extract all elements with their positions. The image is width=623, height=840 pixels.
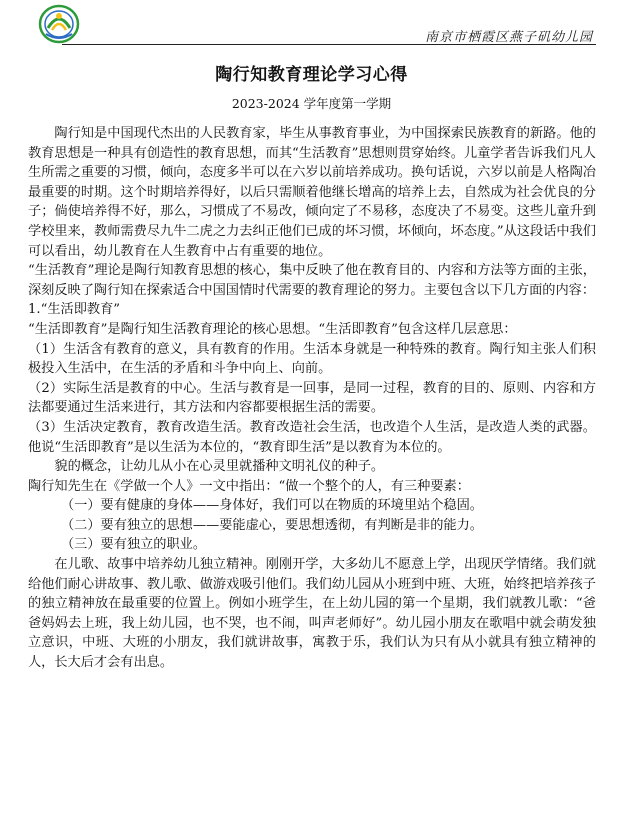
page-header	[0, 0, 623, 48]
document-body	[28, 124, 596, 673]
paragraph-definition: “生活即教育”是陶行知生活教育理论的核心思想。“生活即教育”包含这样几层意思：	[28, 321, 517, 337]
paragraph-etiquette: 貌的概念，让幼儿从小在心灵里就播种文明礼仪的种子。	[54, 459, 385, 475]
paragraph-quote: 陶行知先生在《学做一个人》一文中指出：“做一个整个的人，有三种要素：	[28, 478, 470, 494]
document-subtitle: 2023-2024 学年度第一学期	[231, 96, 392, 111]
list-item-2: （2）实际生活是教育的中心。生活与教育是一回事，是同一过程，教育的目的、原则、内容和方法都要通过生活来进行，其方法和内容都要根据生活的需要。	[28, 380, 596, 416]
kindergarten-logo-icon	[38, 4, 80, 44]
header-divider	[62, 44, 596, 45]
element-item-2: （二）要有独立的思想——要能虚心，要思想透彻，有判断是非的能力。	[61, 517, 483, 533]
paragraph-intro: 陶行知是中国现代杰出的人民教育家，毕生从事教育事业，为中国探索民族教育的新路。他的教育思想是一种具有创造性的教育思想，而其“生活教育”思想则贯穿始终。儿童学者告诉我们凡人生所需之重要的习惯，倾向，态度多半可以在六岁以前培养成功。换句话说，六岁以前是人格陶冶最重要的时期。这个时期培养得好，以后只需顺着他继长增高的培养上去，自然成为社会优良的分子；倘使培养得不好，那么，习惯成了不易改，倾向定了不易移，态度决了不易变。这些儿童升到学校里来，教师需费尽九牛二虎之力去纠正他们已成的坏习惯，坏倾向，坏态度。”从这段话中我们可以看出，幼儿教育在人生教育中占有重要的地位。	[28, 126, 596, 259]
school-name: 南京市栖霞区燕子矶幼儿园	[424, 30, 593, 45]
element-item-3: （三）要有独立的职业。	[61, 537, 207, 553]
list-item-1: （1）生活含有教育的意义，具有教育的作用。生活本身就是一种特殊的教育。陶行知主张人们积极投入生活中，在生活的矛盾和斗争中向上、向前。	[28, 341, 596, 377]
paragraph-independence: 在儿歌、故事中培养幼儿独立精神。刚刚开学，大多幼儿不愿意上学，出现厌学情绪。我们就给他们耐心讲故事、教儿歌、做游戏吸引他们。我们幼儿园从小班到中班、大班，始终把培养孩子的独立精神放在最重要的位置上。例如小班学生，在上幼儿园的第一个星期，我们就教儿歌：“爸爸妈妈去上班，我上幼儿园，也不哭，也不闹，叫声老师好”。幼儿园小朋友在歌唱中就会萌发独立意识，中班、大班的小朋友，我们就讲故事，寓教于乐，我们认为只有从小就具有独立精神的人，长大后才会有出息。	[28, 557, 596, 671]
document-title: 陶行知教育理论学习心得	[215, 65, 408, 85]
paragraph-theory: “生活教育”理论是陶行知教育思想的核心，集中反映了他在教育目的、内容和方法等方面的主张，深刻反映了陶行知在探索适合中国国情时代需要的教育理论的努力。主要包含以下几方面的内容：	[28, 263, 596, 298]
element-item-1: （一）要有健康的身体——身体好，我们可以在物质的环境里站个稳固。	[61, 498, 483, 514]
section-heading: 1.“生活即教育”	[28, 302, 121, 318]
list-item-3: （3）生活决定教育，教育改造生活。教育改造社会生活，也改造个人生活，是改造人类的武器。他说“生活即教育”是以生活为本位的，“教育即生活”是以教育为本位的。	[28, 419, 596, 455]
